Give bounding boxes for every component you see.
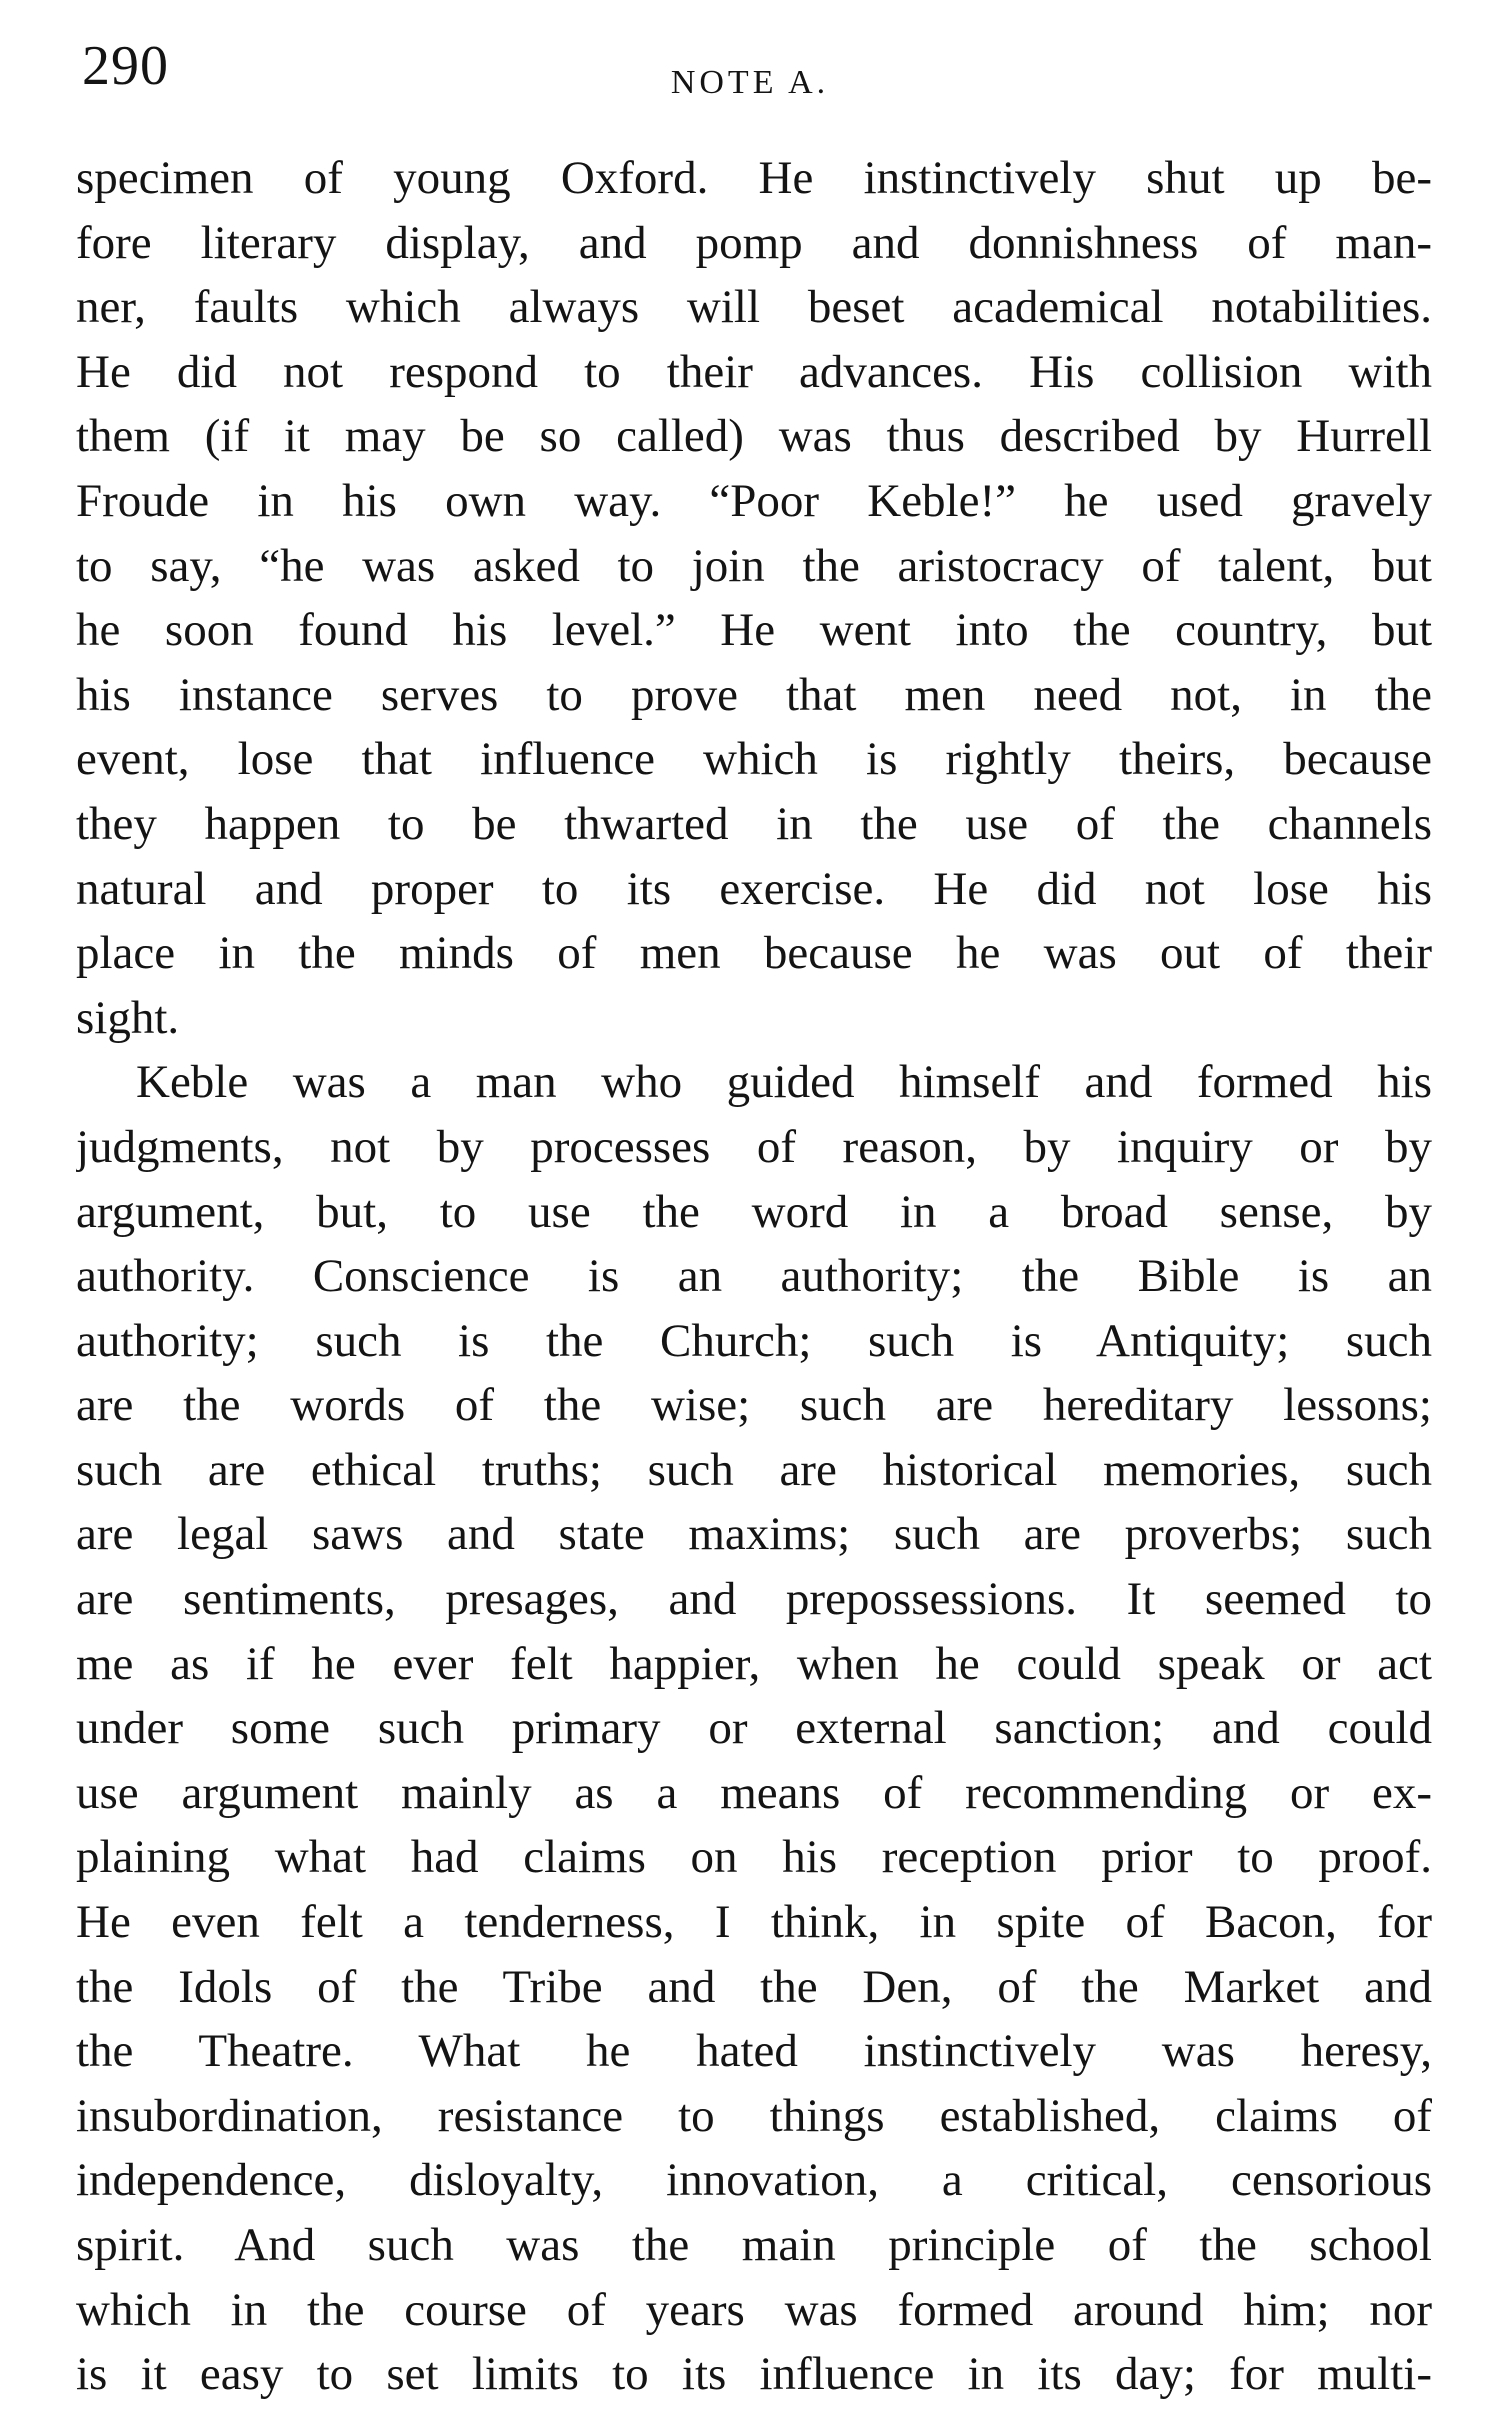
text-line: natural and proper to its exercise. He did not lose his [76,862,1432,915]
paragraph-1 [76,146,1432,1050]
text-line: Froude in his own way. “Poor Keble!” he used gravely [76,474,1432,527]
text-line: authority. Conscience is an authority; the Bible is an [76,1250,1432,1303]
text-line: are sentiments, presages, and prepossessions. It seemed to [76,1573,1432,1626]
text-line: judgments, not by processes of reason, by inquiry or by [76,1120,1432,1173]
text-line: are the words of the wise; such are hereditary lessons; [76,1379,1432,1432]
text-line: spirit. And such was the main principle of the school [76,2219,1432,2271]
text-line: to say, “he was asked to join the aristocracy of talent, but [76,539,1432,592]
text-line: such are ethical truths; such are historical memories, such [76,1443,1432,1496]
text-line: fore literary display, and pomp and donnishness of man- [76,216,1432,269]
text-line: the Idols of the Tribe and the Den, of the Market and [76,1960,1432,2013]
page-header [70,34,1430,124]
body-text [76,146,1432,2407]
paragraph-2 [76,1050,1432,2406]
text-line: which in the course of years was formed around him; nor [76,2283,1432,2336]
text-line: the Theatre. What he hated instinctively was heresy, [76,2025,1432,2078]
text-line: his instance serves to prove that men need not, in the [76,668,1432,721]
text-line: plaining what had claims on his reception prior to proof. [76,1831,1432,1884]
text-line: He did not respond to their advances. His collision with [76,345,1432,398]
text-line: ner, faults which always will beset academical notabilities. [76,281,1432,334]
text-line: insubordination, resistance to things established, claims of [76,2089,1432,2142]
text-line: Keble was a man who guided himself and formed his [136,1056,1432,1109]
text-line: he soon found his level.” He went into the country, but [76,604,1432,657]
text-line: sight. [76,991,180,1044]
text-line: them (if it may be so called) was thus described by Hurrell [76,410,1432,463]
text-line: they happen to be thwarted in the use of the channels [76,797,1432,850]
text-line: are legal saws and state maxims; such are proverbs; such [76,1508,1432,1561]
text-line: He even felt a tenderness, I think, in spite of Bacon, for [76,1896,1432,1949]
page-number: 290 [82,35,169,97]
text-line: me as if he ever felt happier, when he could speak or act [76,1637,1432,1690]
text-line: specimen of young Oxford. He instinctively shut up be- [76,152,1432,204]
text-line: argument, but, to use the word in a broad sense, by [76,1185,1432,1238]
text-line: is it easy to set limits to its influence in its day; for multi- [76,2348,1432,2401]
text-line: under some such primary or external sanction; and could [76,1702,1432,1755]
text-line: authority; such is the Church; such is Antiquity; such [76,1314,1432,1367]
text-line: event, lose that influence which is rightly theirs, because [76,733,1432,786]
text-line: independence, disloyalty, innovation, a critical, censorious [76,2154,1432,2207]
text-line: place in the minds of men because he was out of their [76,927,1432,980]
text-line: use argument mainly as a means of recommending or ex- [76,1766,1432,1819]
running-title: NOTE A. [670,64,830,101]
